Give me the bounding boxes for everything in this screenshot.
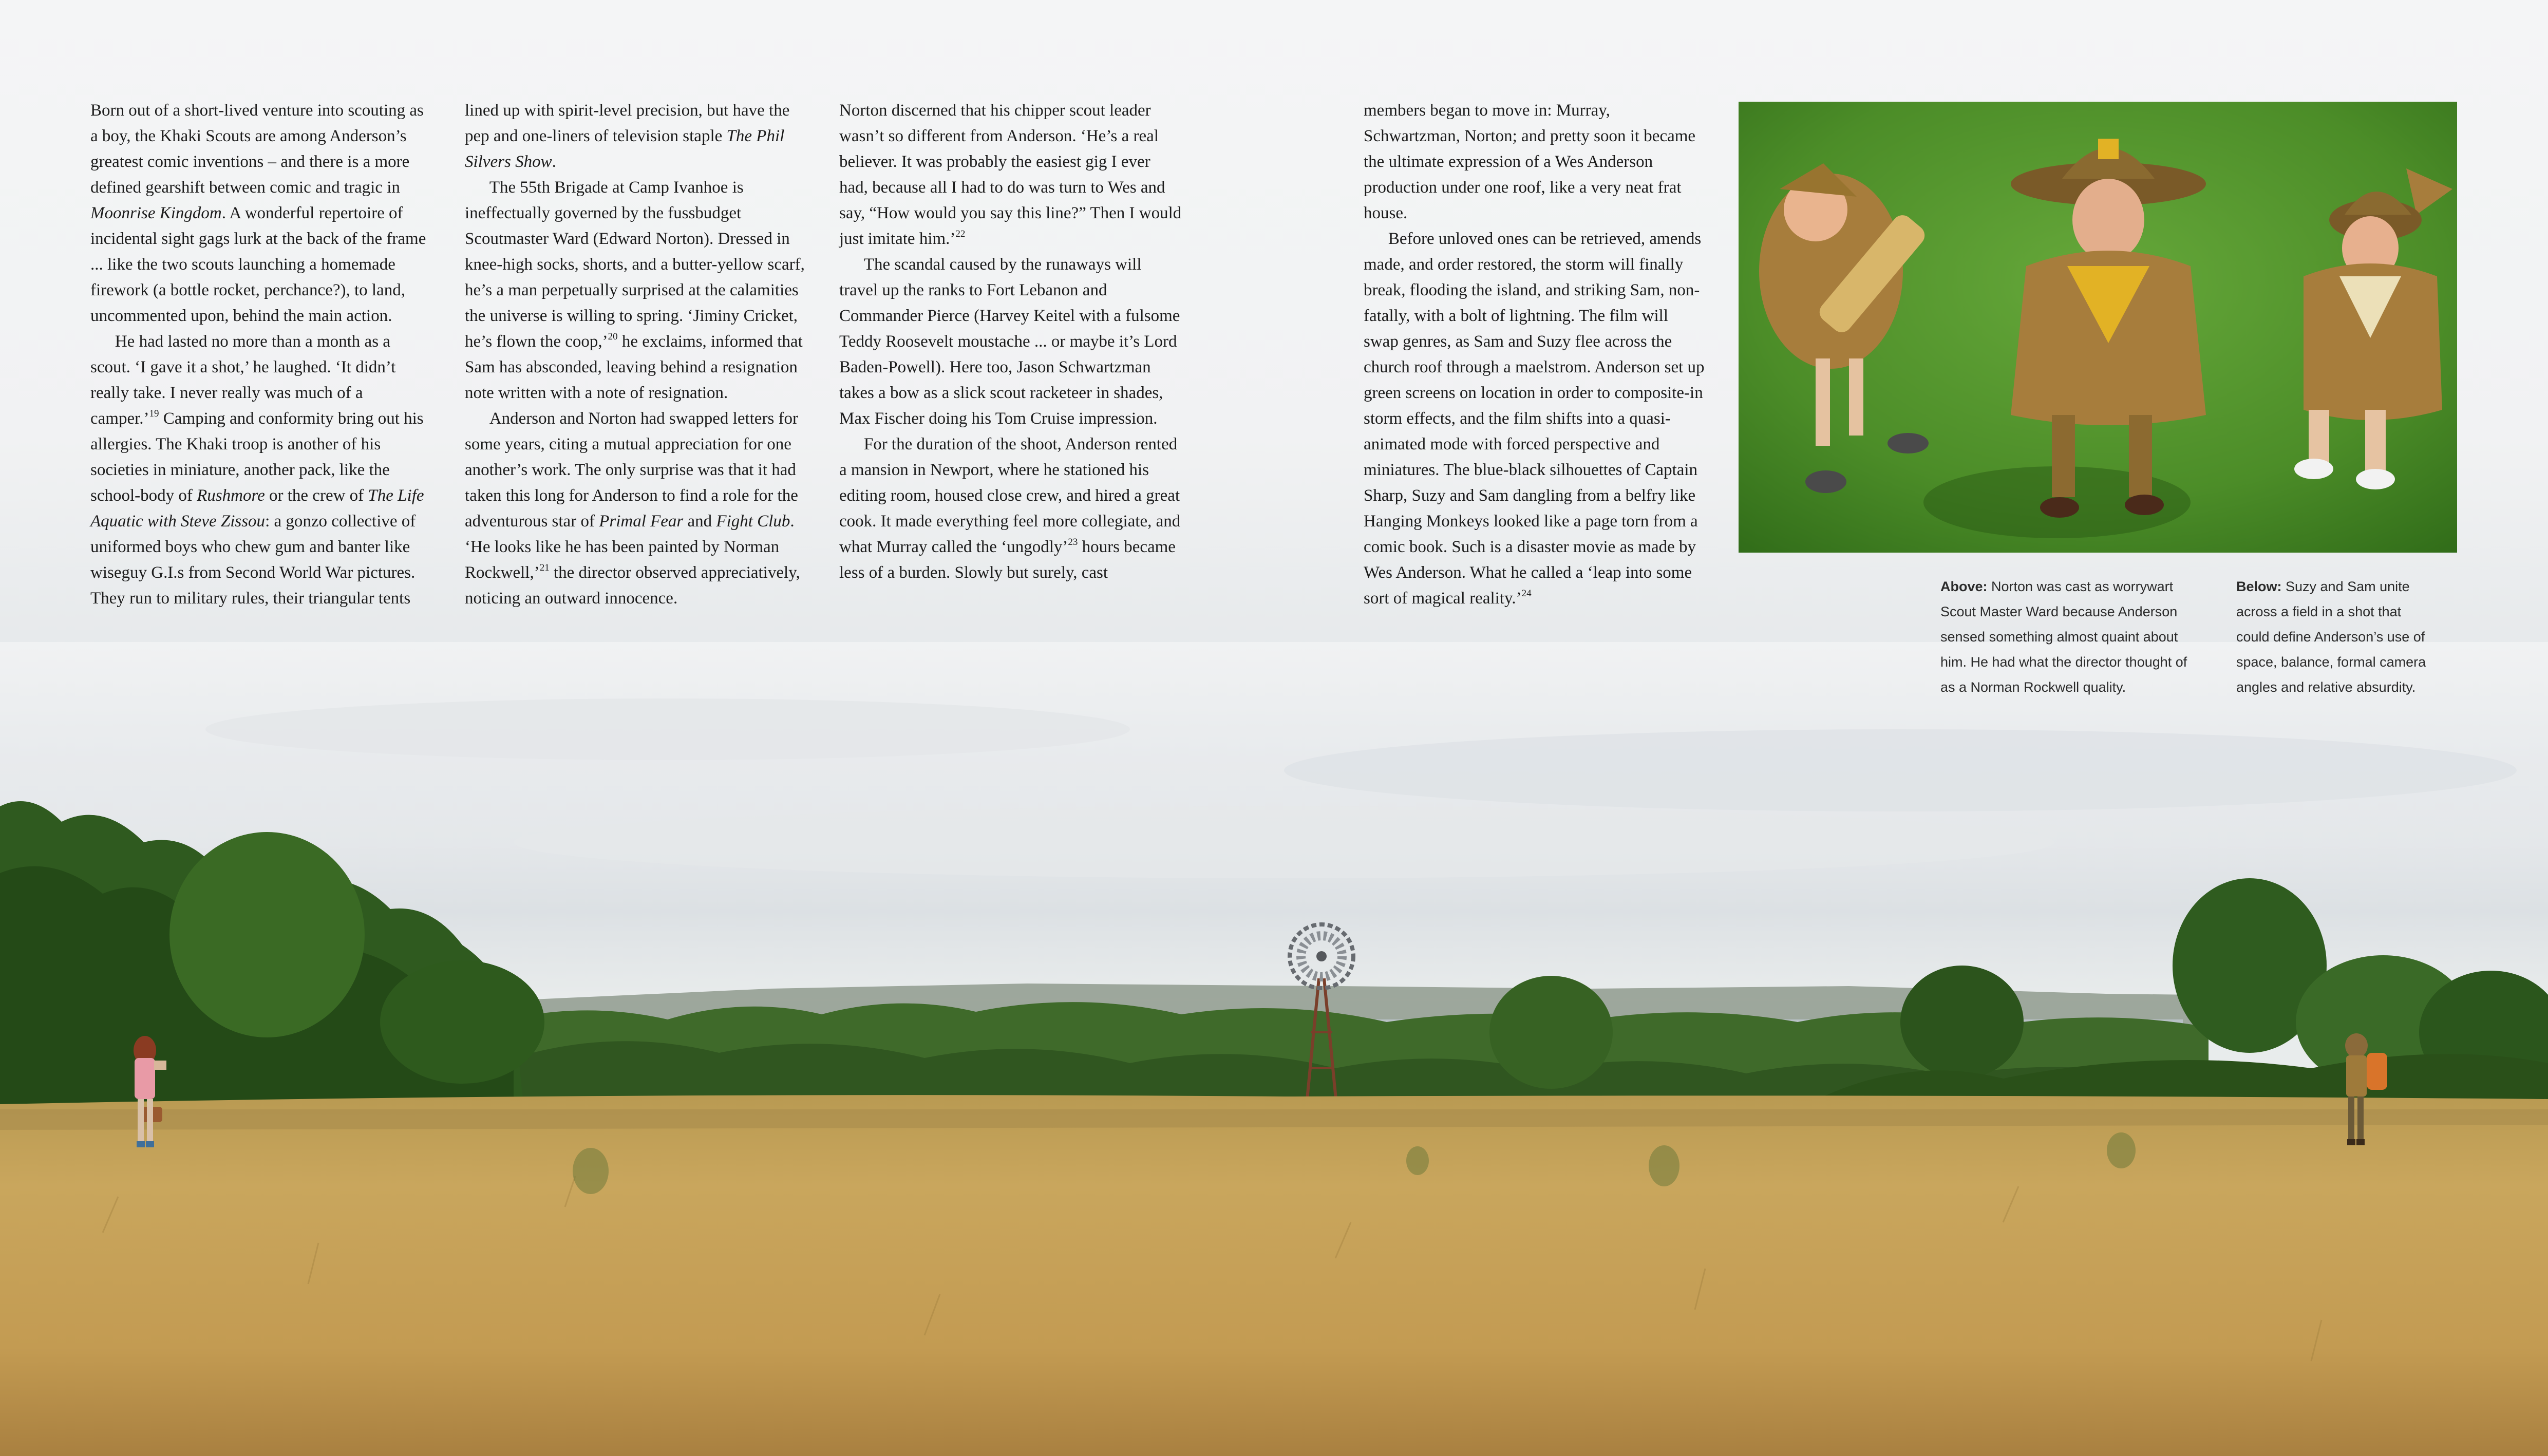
- caption-above: [1940, 574, 2205, 700]
- caption-text: Norton was cast as worrywart Scout Master Ward because Anderson sensed something almost quaint about him. He had what the director thought of as a Norman Rockwell quality.: [1940, 579, 2187, 695]
- paragraph: [1364, 226, 1707, 611]
- paragraph: [465, 175, 808, 406]
- text-run: . A wonderful repertoire of incidental sight gags lurk at the back of the frame ... like the two scouts launching a homemade firework (a bottle rocket, perchance?), to land, uncommented upon, behind the main action.: [90, 204, 426, 325]
- text-run: members began to move in: Murray, Schwartzman, Norton; and pretty soon it became the ultimate expression of a Wes Anderson production under one roof, like a very neat frat house.: [1364, 101, 1696, 222]
- paragraph: [839, 252, 1182, 431]
- text-run: hours became less of a burden. Slowly but surely, cast: [839, 538, 1176, 582]
- paragraph: [839, 431, 1182, 585]
- text-run: Camping and conformity bring out his allergies. The Khaki troop is another of his societies in miniature, another pack, like the school-body of: [90, 409, 424, 505]
- italic-title: Fight Club: [716, 512, 790, 531]
- text-column-3: [839, 98, 1182, 585]
- text-run: he exclaims, informed that Sam has absconded, leaving behind a resignation note written with a note of resignation.: [465, 332, 803, 402]
- text-run: The scandal caused by the runaways will travel up the ranks to Fort Lebanon and Commander Pierce (Harvey Keitel with a fulsome Teddy Roosevelt moustache ... or maybe it’s Lord Baden-Powell). Here too, Jason Schwartzman takes a bow as a slick scout racketeer in shades, Max Fischer doing his Tom Cruise impression.: [839, 255, 1180, 428]
- text-run: For the duration of the shoot, Anderson rented a mansion in Newport, where he stationed his editing room, housed close crew, and hired a great cook. It made everything feel more collegiate, and what Murray called the ‘ungodly’: [839, 435, 1181, 556]
- paragraph: [1364, 98, 1707, 226]
- footnote-marker: 19: [149, 408, 159, 419]
- footnote-marker: 21: [539, 562, 550, 573]
- text-run: Before unloved ones can be retrieved, amends made, and order restored, the storm will finally break, flooding the island, and striking Sam, non-fatally, with a bolt of lightning. The film will swap genres, as Sam and Suzy flee across the church roof through a maelstrom. Anderson set up green screens on location in order to composite-in storm effects, and the film shifts into a quasi-animated mode with forced perspective and miniatures. The blue-black silhouettes of Captain Sharp, Suzy and Sam dangling from a belfry like Hanging Monkeys looked like a page torn from a comic book. Such is a disaster movie as made by Wes Anderson. What he called a ‘leap into some sort of magical reality.’: [1364, 230, 1705, 608]
- italic-title: Moonrise Kingdom: [90, 204, 222, 222]
- paragraph: [465, 98, 808, 175]
- text-column-1: [90, 98, 433, 611]
- text-run: . ‘He looks like he has been painted by Norman Rockwell,’: [465, 512, 795, 582]
- text-run: He had lasted no more than a month as a scout. ‘I gave it a shot,’ he laughed. ‘It didn’t really take. I never really was much of a camper.’: [90, 332, 396, 428]
- text-run: The 55th Brigade at Camp Ivanhoe is ineffectually governed by the fussbudget Scoutmaster Ward (Edward Norton). Dressed in knee-high socks, shorts, and a butter-yellow scarf, he’s a man perpetually surprised at the calamities the universe is willing to spring. ‘Jiminy Cricket, he’s flown the coop,’: [465, 178, 805, 351]
- footnote-marker: 22: [955, 229, 966, 239]
- text-run: and: [683, 512, 716, 531]
- text-run: the director observed appreciatively, noticing an outward innocence.: [465, 563, 800, 608]
- text-column-4: [1364, 98, 1707, 611]
- footnote-marker: 23: [1068, 537, 1078, 547]
- text-run: .: [552, 153, 556, 171]
- italic-title: The Life Aquatic with Steve Zissou: [90, 486, 424, 531]
- paragraph: [90, 98, 433, 329]
- italic-title: Rushmore: [197, 486, 265, 505]
- italic-title: The Phil Silvers Show: [465, 127, 785, 171]
- paragraph: [90, 329, 433, 611]
- italic-title: Primal Fear: [599, 512, 684, 531]
- text-run: Anderson and Norton had swapped letters for some years, citing a mutual appreciation for one another’s work. The only surprise was that it had taken this long for Anderson to find a role for the adventurous star of: [465, 409, 799, 531]
- footnote-marker: 20: [608, 331, 618, 342]
- caption-label: Above:: [1940, 579, 1988, 594]
- text-run: Norton discerned that his chipper scout leader wasn’t so different from Anderson. ‘He’s a real believer. It was probably the easiest gig I ever had, because all I had to do was turn to Wes and say, “How would you say this line?” Then I would just imitate him.’: [839, 101, 1182, 248]
- text-run: or the crew of: [265, 486, 368, 505]
- caption-below: [2236, 574, 2431, 700]
- text-run: : a gonzo collective of uniformed boys who chew gum and banter like wiseguy G.I.s from Second World War pictures. They run to military rules, their triangular tents: [90, 512, 416, 608]
- text-run: Born out of a short-lived venture into scouting as a boy, the Khaki Scouts are among Anderson’s greatest comic inventions – and there is a more defined gearshift between comic and tragic in: [90, 101, 424, 197]
- scouts-photo: [1739, 102, 2457, 553]
- footnote-marker: 24: [1521, 588, 1532, 599]
- text-run: lined up with spirit-level precision, but have the pep and one-liners of television staple: [465, 101, 790, 145]
- paragraph: [465, 406, 808, 611]
- caption-text: Suzy and Sam unite across a field in a shot that could define Anderson’s use of space, balance, formal camera angles and relative absurdity.: [2236, 579, 2426, 695]
- text-column-2: [465, 98, 808, 611]
- paragraph: [839, 98, 1182, 252]
- caption-label: Below:: [2236, 579, 2282, 594]
